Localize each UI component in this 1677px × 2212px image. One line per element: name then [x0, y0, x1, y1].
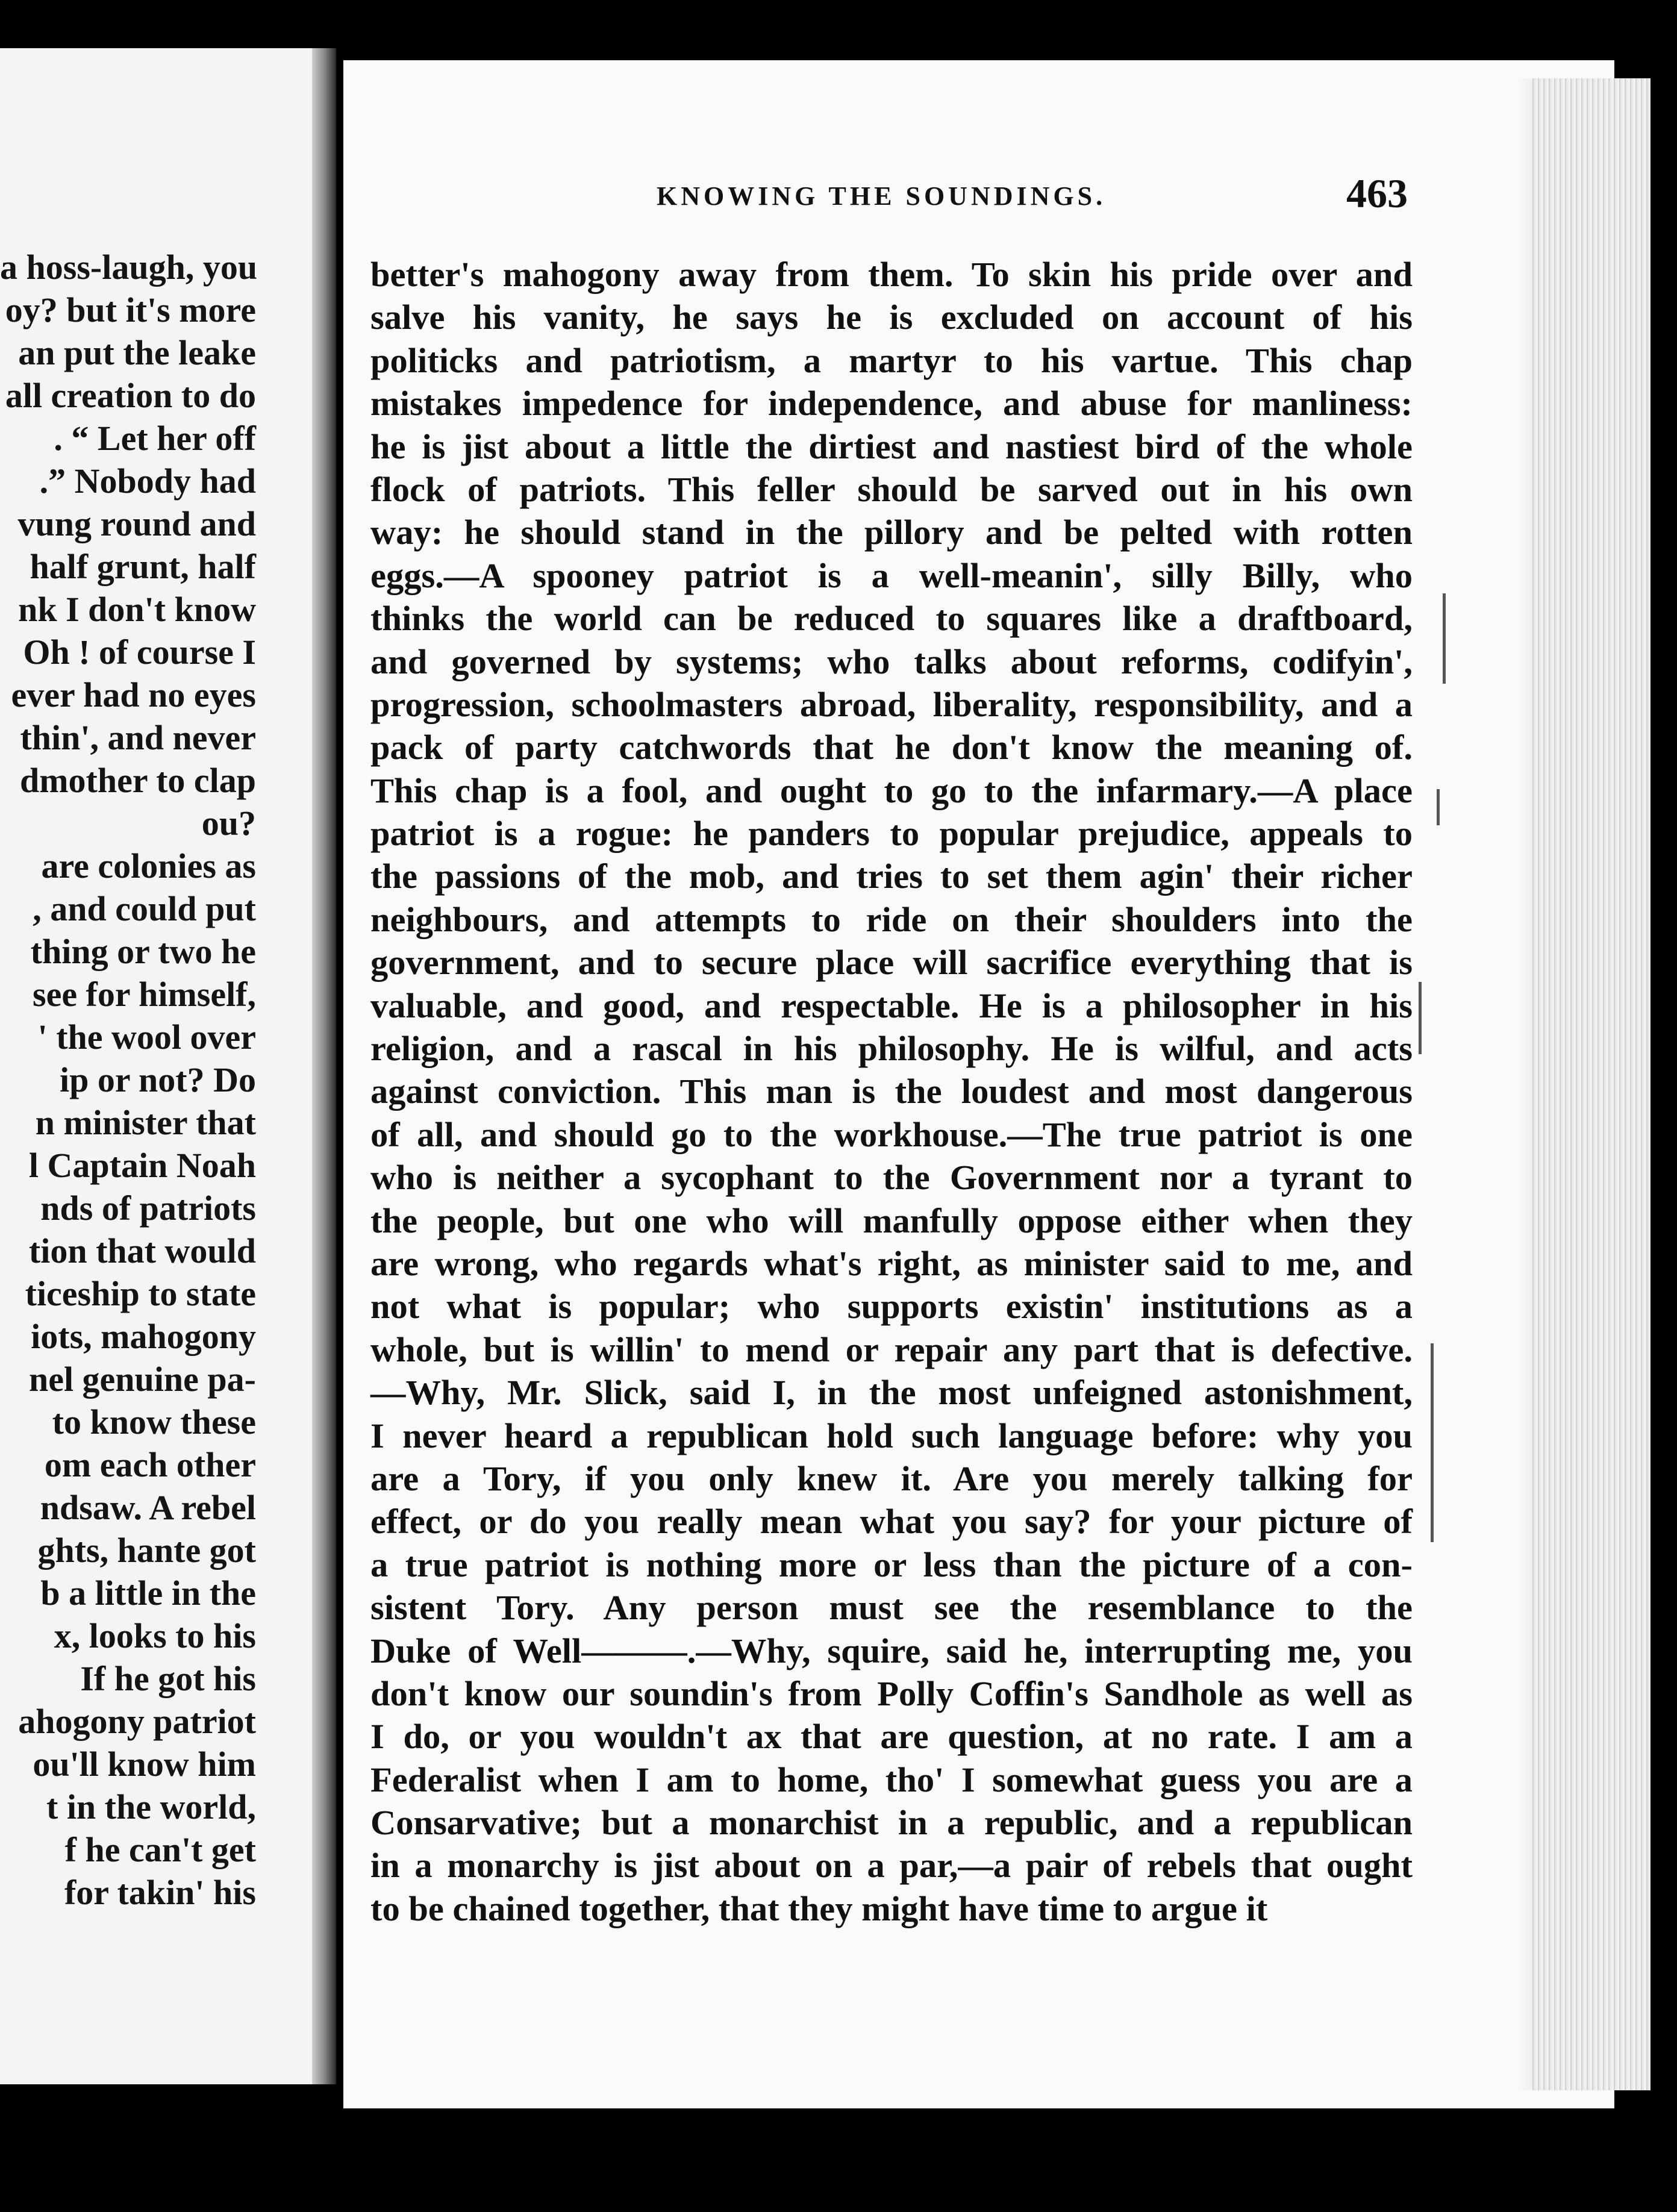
margin-mark — [1443, 593, 1446, 684]
left-text-line: dmother to clap — [19, 761, 256, 800]
text-line: patriot is a rogue: he panders to popular prejudice, appeals to — [370, 814, 1413, 854]
left-text-line: x, looks to his — [54, 1616, 256, 1655]
left-text-line: tion that would — [28, 1231, 256, 1270]
text-line: neighbours, and attempts to ride on their shoulders into the — [370, 899, 1413, 939]
left-text-line: om each other — [44, 1445, 256, 1484]
text-line: progression, schoolmasters abroad, liberality, responsibility, and a — [370, 684, 1413, 724]
left-text-line: nds of patriots — [40, 1189, 256, 1228]
text-line: I do, or you wouldn't ax that are question, at no rate. I am a — [370, 1717, 1413, 1757]
text-line: flock of patriots. This feller should be sarved out in his own — [370, 469, 1413, 509]
text-line: politicks and patriotism, a martyr to his vartue. This chap — [370, 340, 1413, 380]
running-head: KNOWING THE SOUNDINGS. — [657, 181, 1107, 211]
text-line: Federalist when I am to home, tho' I somewhat guess you are a — [370, 1760, 1413, 1799]
text-line: of all, and should go to the workhouse.—The true patriot is one — [370, 1114, 1413, 1154]
left-text-line: are colonies as — [41, 846, 256, 886]
left-text-line: see for himself, — [33, 975, 256, 1014]
text-line: pack of party catchwords that he don't know the meaning of. — [370, 728, 1413, 767]
left-text-line: oy? but it's more — [5, 290, 256, 330]
left-text-line: t in the world, — [46, 1787, 256, 1826]
left-text-line: all creation to do — [5, 376, 256, 415]
left-text-line: ahogony patriot — [18, 1702, 256, 1741]
text-line: —Why, Mr. Slick, said I, in the most unfeigned astonishment, — [370, 1373, 1413, 1413]
text-line: This chap is a fool, and ought to go to the infarmary.—A place — [370, 770, 1413, 810]
left-text-line: Oh ! of course I — [23, 633, 256, 672]
text-line: Duke of Well———.—Why, squire, said he, interrupting me, you — [370, 1631, 1413, 1670]
left-text-line: an put the leake — [18, 333, 256, 372]
text-line: valuable, and good, and respectable. He is a philosopher in his — [370, 986, 1413, 1025]
text-line: Consarvative; but a monarchist in a republic, and a republican — [370, 1803, 1413, 1843]
text-line: salve his vanity, he says he is excluded on account of his — [370, 298, 1413, 337]
left-text-line: n minister that — [35, 1103, 256, 1142]
left-text-line: , and could put — [33, 889, 256, 928]
text-line: I never heard a republican hold such language before: why you — [370, 1416, 1413, 1455]
text-line: don't know our soundin's from Polly Coffin's Sandhole as well as — [370, 1673, 1413, 1713]
left-text-line: thin', and never — [20, 718, 256, 757]
book-gutter — [312, 48, 336, 2084]
left-text-line: a hoss-laugh, you — [0, 248, 258, 287]
text-line: mistakes impedence for independence, and abuse for manliness: — [370, 384, 1413, 423]
left-text-line: nk I don't know — [18, 590, 256, 629]
text-line: he is jist about a little the dirtiest and nastiest bird of the whole — [370, 426, 1413, 466]
left-text-line: ever had no eyes — [11, 675, 256, 714]
left-text-line: .” Nobody had — [39, 461, 256, 501]
text-line: not what is popular; who supports existin' institutions as a — [370, 1287, 1413, 1326]
text-line: in a monarchy is jist about on a par,—a pair of rebels that ought — [370, 1846, 1413, 1886]
left-text-line: ' the wool over — [37, 1017, 256, 1057]
left-text-line: ou? — [201, 804, 256, 843]
left-text-line: thing or two he — [30, 932, 256, 971]
margin-mark — [1437, 789, 1440, 825]
text-line: and governed by systems; who talks about reforms, codifyin', — [370, 642, 1413, 681]
left-text-line: vung round and — [17, 504, 256, 543]
text-line: religion, and a rascal in his philosophy. He is wilful, and acts — [370, 1029, 1413, 1069]
text-line: better's mahogony away from them. To skin his pride over and — [370, 255, 1413, 294]
left-page — [0, 48, 325, 2084]
margin-mark — [1431, 1343, 1434, 1542]
text-line: way: he should stand in the pillory and be pelted with rotten — [370, 513, 1413, 552]
left-text-line: l Captain Noah — [28, 1146, 256, 1185]
left-text-line: b a little in the — [40, 1573, 256, 1613]
text-line: whole, but is willin' to mend or repair any part that is defective. — [370, 1329, 1413, 1369]
text-line: are a Tory, if you only knew it. Are you merely talking for — [370, 1458, 1413, 1498]
page-number: 463 — [1346, 170, 1408, 216]
text-line: sistent Tory. Any person must see the resemblance to the — [370, 1588, 1413, 1628]
left-text-line: ghts, hante got — [37, 1531, 256, 1570]
left-text-line: ndsaw. A rebel — [40, 1488, 256, 1527]
page-edges — [1530, 78, 1650, 2090]
text-line: who is neither a sycophant to the Government nor a tyrant to — [370, 1158, 1413, 1198]
text-line: thinks the world can be reduced to squares like a draftboard, — [370, 599, 1413, 639]
text-line: the people, but one who will manfully oppose either when they — [370, 1201, 1413, 1240]
margin-mark — [1419, 982, 1422, 1054]
body-text — [370, 253, 1413, 1930]
left-text-line: If he got his — [80, 1659, 256, 1698]
left-text-line: ou'll know him — [33, 1745, 256, 1784]
left-text-line: nel genuine pa- — [28, 1360, 256, 1399]
left-text-line: . “ Let her off — [54, 419, 256, 458]
text-line: eggs.—A spooney patriot is a well-meanin', silly Billy, who — [370, 555, 1413, 595]
text-line: are wrong, who regards what's right, as minister said to me, and — [370, 1243, 1413, 1283]
left-text-line: half grunt, half — [30, 547, 256, 586]
text-line: effect, or do you really mean what you say? for your picture of — [370, 1502, 1413, 1542]
left-text-line: for takin' his — [64, 1873, 256, 1912]
left-text-line: f he can't get — [64, 1830, 256, 1869]
left-text-line: ip or not? Do — [59, 1060, 256, 1099]
left-text-line: iots, mahogony — [31, 1317, 256, 1356]
text-line: against conviction. This man is the loudest and most dangerous — [370, 1072, 1413, 1111]
text-line: to be chained together, that they might have time to argue it — [370, 1889, 1268, 1928]
text-line: government, and to secure place will sacrifice everything that is — [370, 943, 1413, 983]
left-text-line: to know these — [52, 1402, 256, 1442]
text-line: the passions of the mob, and tries to set them agin' their richer — [370, 857, 1413, 896]
left-text-line: ticeship to state — [25, 1274, 256, 1313]
text-line: a true patriot is nothing more or less than the picture of a con- — [370, 1545, 1413, 1584]
